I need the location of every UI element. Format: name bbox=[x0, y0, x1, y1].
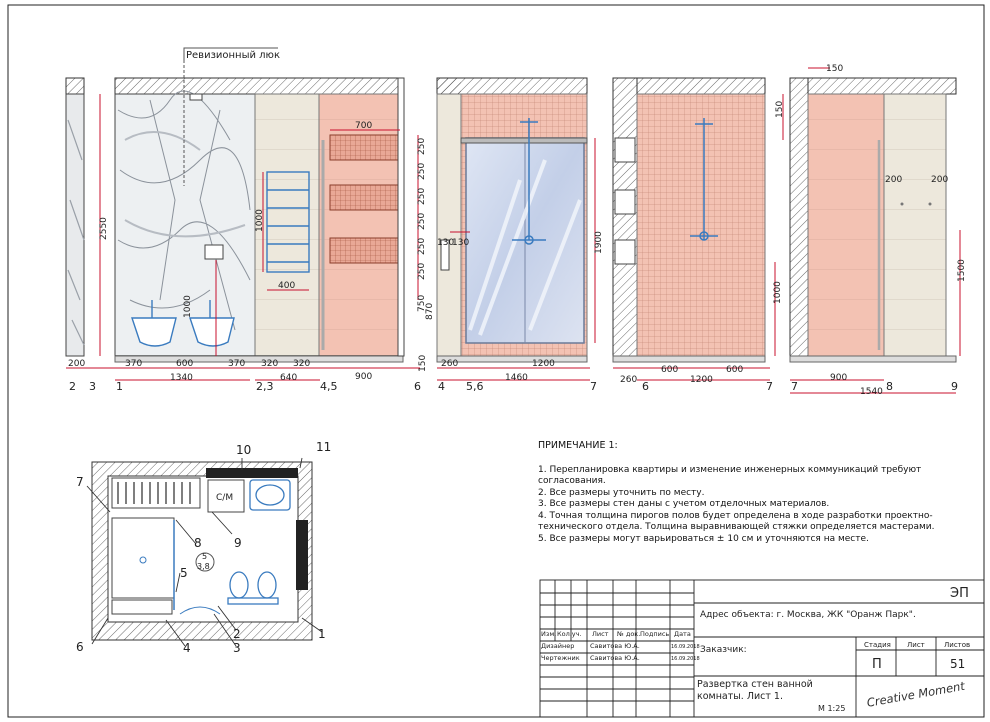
notes-title: ПРИМЕЧАНИЕ 1: bbox=[538, 440, 618, 451]
dim-total: 1340 bbox=[170, 373, 193, 383]
wm-label: С/М bbox=[216, 493, 234, 503]
dim-top: 130 bbox=[452, 238, 470, 248]
col-head: Изм. bbox=[541, 630, 557, 638]
col-head: Подпись bbox=[640, 630, 670, 638]
axis-label: 7 bbox=[766, 380, 773, 393]
dim-total: 1460 bbox=[505, 373, 528, 383]
stamp-name: Савитова Ю.А. bbox=[590, 642, 640, 650]
axis-label: 4 bbox=[438, 380, 445, 393]
room-number: 5 bbox=[202, 552, 208, 561]
axis-label: 4,5 bbox=[320, 380, 338, 393]
stamp-sheet-label: Лист bbox=[907, 641, 925, 649]
axis-label: 7 bbox=[791, 380, 798, 393]
dim-side: 750 bbox=[417, 294, 427, 312]
elevation-2 bbox=[437, 78, 604, 393]
dim-towel-height: 1000 bbox=[255, 209, 265, 232]
dim-side: 150 bbox=[775, 100, 785, 118]
plan-label: 5 bbox=[180, 566, 188, 580]
dim-row: 370 bbox=[228, 359, 246, 369]
dim-mark: 200 bbox=[885, 175, 903, 185]
note-item: 5. Все размеры могут варьироваться ± 10 см и уточняются на месте. bbox=[538, 533, 869, 544]
dim-height: 1000 bbox=[773, 281, 783, 304]
stamp-scale: М 1:25 bbox=[818, 704, 846, 713]
dim-height: 1500 bbox=[957, 259, 967, 282]
axis-label: 5,6 bbox=[466, 380, 484, 393]
dim-total: 1540 bbox=[860, 387, 883, 397]
dim-mark: 200 bbox=[931, 175, 949, 185]
col-head: Кол.уч. bbox=[557, 630, 582, 638]
dim-total: 640 bbox=[280, 373, 298, 383]
plan-label: 7 bbox=[76, 475, 84, 489]
dim-spacing: 250 bbox=[417, 237, 427, 255]
dim-tile-width: 700 bbox=[355, 121, 373, 131]
marble-side bbox=[66, 94, 84, 356]
stamp-date: 16.09.2018 bbox=[671, 644, 700, 650]
axis-label: 8 bbox=[886, 380, 893, 393]
plan-label: 10 bbox=[236, 443, 252, 457]
axis-label: 6 bbox=[414, 380, 421, 393]
dim-spacing: 250 bbox=[417, 187, 427, 205]
stamp-name: Савитова Ю.А. bbox=[590, 654, 640, 662]
dim-top: 130 bbox=[437, 238, 455, 248]
dim-row: 1200 bbox=[532, 359, 555, 369]
callout-text: Ревизионный люк bbox=[186, 50, 281, 61]
axis-label: 3 bbox=[89, 380, 96, 393]
stamp-address: Адрес объекта: г. Москва, ЖК "Оранж Парк". bbox=[700, 610, 916, 620]
stamp-title: Развертка стен ванной комнаты. Лист 1. bbox=[697, 679, 813, 702]
axis-label: 2 bbox=[69, 380, 76, 393]
plan-label: 1 bbox=[318, 627, 326, 641]
company-logo bbox=[866, 679, 967, 710]
mosaic-band bbox=[330, 238, 400, 263]
note-item: 2. Все размеры уточнить по месту. bbox=[538, 487, 705, 498]
dim-towel-width: 400 bbox=[278, 281, 296, 291]
plan-label: 6 bbox=[76, 640, 84, 654]
stamp-sheets-label: Листов bbox=[944, 641, 971, 649]
plan-label: 3 bbox=[233, 641, 241, 655]
stamp-role: Чертежник bbox=[541, 654, 580, 662]
col-head: Дата bbox=[674, 630, 691, 638]
stamp-role: Дизайнер bbox=[541, 642, 575, 650]
axis-label: 6 bbox=[642, 380, 649, 393]
elevation-3 bbox=[613, 78, 783, 393]
axis-label: 2,3 bbox=[256, 380, 274, 393]
note-item: 1. Перепланировка квартиры и изменение инженерных коммуникаций требуют согласования. bbox=[538, 464, 922, 486]
dim-spacing: 250 bbox=[417, 162, 427, 180]
dim-row: 320 bbox=[261, 359, 279, 369]
notes-block bbox=[538, 440, 948, 545]
dim-side: 870 bbox=[425, 302, 435, 320]
mosaic-band bbox=[330, 185, 400, 210]
elevation-4 bbox=[775, 64, 967, 397]
dim-spacing: 250 bbox=[417, 262, 427, 280]
svg-text:Creative Moment: Creative Moment bbox=[865, 678, 966, 710]
plan-label: 8 bbox=[194, 536, 202, 550]
plan-label: 9 bbox=[234, 536, 242, 550]
dim-row: 600 bbox=[176, 359, 194, 369]
stamp-stage: П bbox=[872, 657, 882, 672]
dim-row: 260 bbox=[620, 375, 638, 385]
dim-row: 900 bbox=[355, 372, 373, 382]
dim-row: 150 bbox=[418, 354, 428, 372]
dim-row: 600 bbox=[661, 365, 679, 375]
col-head: № док. bbox=[617, 630, 641, 638]
plan-label: 4 bbox=[183, 641, 191, 655]
dim-row: 320 bbox=[293, 359, 311, 369]
stamp-sheets: 51 bbox=[950, 657, 966, 671]
note-item: 3. Все размеры стен даны с учетом отделочных материалов. bbox=[538, 499, 830, 509]
dim-spacing: 250 bbox=[417, 212, 427, 230]
elevation-1 bbox=[66, 48, 435, 393]
dim-row: 200 bbox=[68, 359, 86, 369]
axis-label: 9 bbox=[951, 380, 958, 393]
dim-total: 1200 bbox=[690, 375, 713, 385]
plan-label: 2 bbox=[233, 627, 241, 641]
room-area: 3,8 bbox=[197, 562, 210, 571]
stamp-stage-label: Стадия bbox=[864, 641, 891, 649]
col-head: Лист bbox=[592, 630, 609, 638]
dim-height-partial: 1000 bbox=[183, 295, 193, 318]
stamp-date: 16.09.2018 bbox=[671, 656, 700, 662]
plan-label: 11 bbox=[316, 440, 332, 454]
dim-row: 260 bbox=[441, 359, 459, 369]
stamp-customer: Заказчик: bbox=[700, 645, 747, 655]
axis-label: 1 bbox=[116, 380, 123, 393]
floor-plan bbox=[76, 440, 331, 655]
dim-height-total: 2550 bbox=[99, 217, 109, 240]
dim-row: 900 bbox=[830, 373, 848, 383]
dim-row: 600 bbox=[726, 365, 744, 375]
dim-spacing: 250 bbox=[417, 137, 427, 155]
dim-height: 1900 bbox=[594, 231, 604, 254]
stamp-code: ЭП bbox=[950, 586, 969, 601]
dim-top: 150 bbox=[826, 64, 844, 74]
mosaic-band bbox=[330, 135, 400, 160]
dim-row: 370 bbox=[125, 359, 143, 369]
axis-label: 7 bbox=[590, 380, 597, 393]
note-item: 4. Точная толщина пирогов полов будет определена в ходе разработки проектно-технического отдела. Толщина выравнивающей стяжки определяется мастерами. bbox=[538, 510, 935, 532]
